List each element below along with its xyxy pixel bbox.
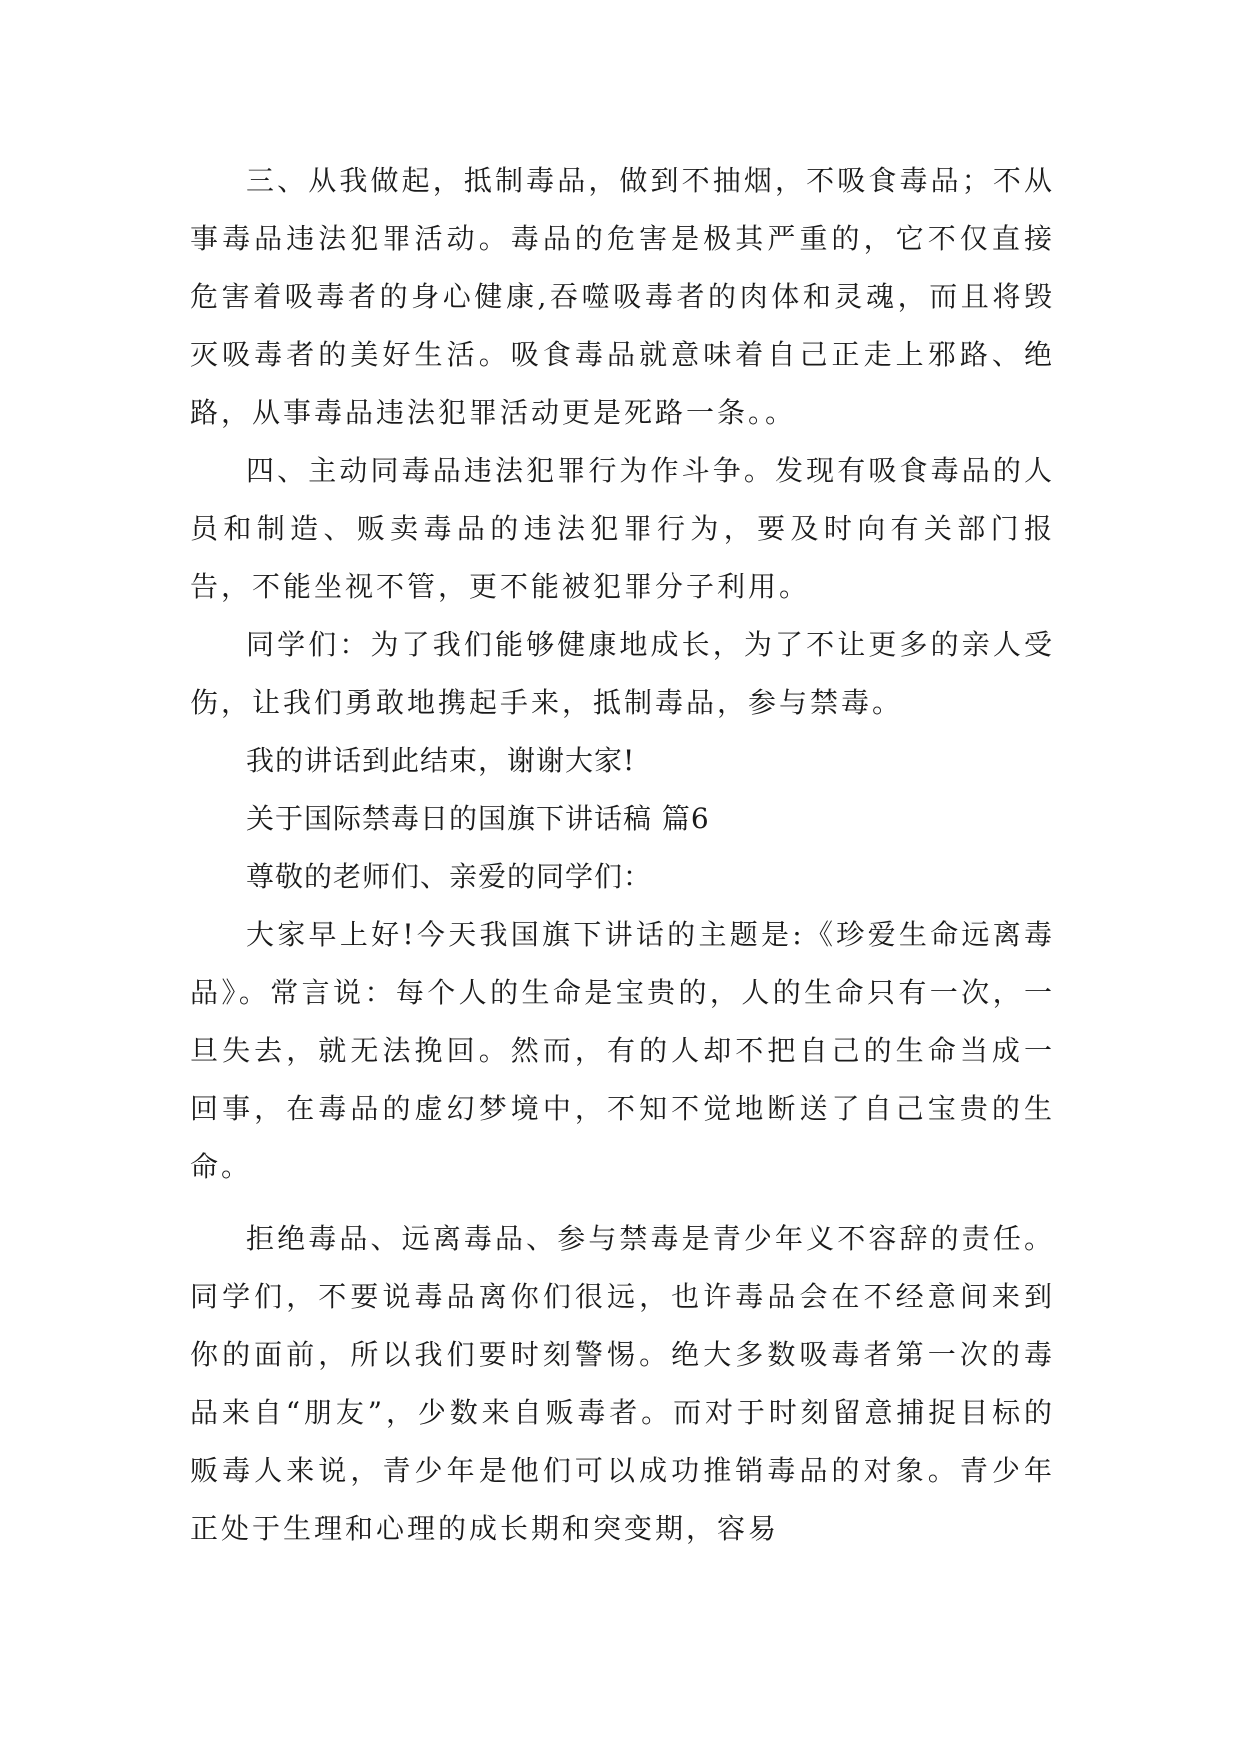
closing-line: 我的讲话到此结束，谢谢大家!	[246, 744, 636, 777]
paragraph-responsibility: 拒绝毒品、远离毒品、参与禁毒是青少年义不容辞的责任。同学们，不要说毒品离你们很远，也许毒品会在不经意间来到你的面前，所以我们要时刻警惕。绝大多数吸毒者第一次的毒品来自“朋友”，少数来自贩毒者。而对于时刻留意捕捉目标的贩毒人来说，青少年是他们可以成功推销毒品的对象。青少年正处于生理和心理的成长期和突变期，容易	[190, 1222, 1055, 1545]
document-page	[190, 152, 1055, 1558]
paragraph-appeal: 同学们：为了我们能够健康地成长，为了不让更多的亲人受伤，让我们勇敢地携起手来，抵制毒品，参与禁毒。	[190, 628, 1055, 719]
paragraph-point-four: 四、主动同毒品违法犯罪行为作斗争。发现有吸食毒品的人员和制造、贩卖毒品的违法犯罪行为，要及时向有关部门报告，不能坐视不管，更不能被犯罪分子利用。	[190, 454, 1055, 603]
paragraph-point-three: 三、从我做起，抵制毒品，做到不抽烟，不吸食毒品；不从事毒品违法犯罪活动。毒品的危害是极其严重的，它不仅直接危害着吸毒者的身心健康,吞噬吸毒者的肉体和灵魂，而且将毁灭吸毒者的美好生活。吸食毒品就意味着自己正走上邪路、绝路，从事毒品违法犯罪活动更是死路一条。。	[190, 164, 1055, 429]
section-title: 关于国际禁毒日的国旗下讲话稿 篇6	[246, 802, 710, 835]
paragraph-introduction: 大家早上好!今天我国旗下讲话的主题是:《珍爱生命远离毒品》。常言说：每个人的生命是宝贵的，人的生命只有一次，一旦失去，就无法挽回。然而，有的人却不把自己的生命当成一回事，在毒品的虚幻梦境中，不知不觉地断送了自己宝贵的生命。	[190, 918, 1055, 1183]
salutation: 尊敬的老师们、亲爱的同学们：	[246, 860, 653, 893]
paragraph-spacer	[190, 1196, 1055, 1210]
